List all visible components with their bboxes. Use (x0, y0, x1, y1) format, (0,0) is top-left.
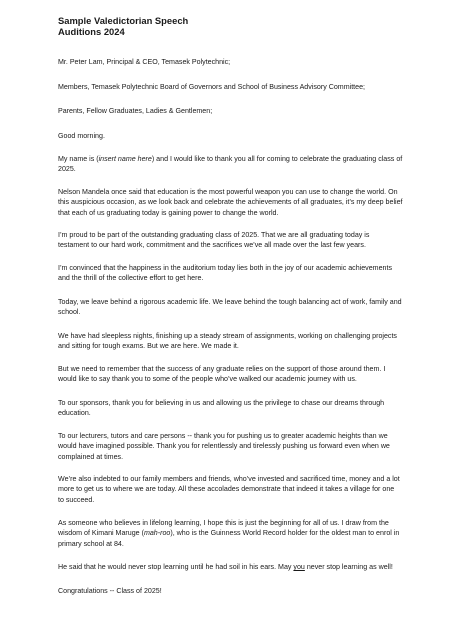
name-placeholder: insert name here (98, 155, 152, 163)
pronunciation-note: mah-roo (143, 529, 171, 538)
paragraph-lifelong-learning: As someone who believes in lifelong learning, I hope this is just the beginning for all of us. I draw from the wisdom of Kimani Maruge (mah-roo), who is the Guinness World Record holder for the oldest man to enrol in primary school at 84. (58, 519, 400, 548)
document-title (58, 15, 188, 37)
paragraph-sponsors: To our sponsors, thank you for believing in us and allowing us the privilege to chase our dreams through education. (58, 399, 385, 418)
title-line-1: Sample Valedictorian Speech (58, 15, 189, 26)
paragraph-lecturers: To our lecturers, tutors and care persons -- thank you for pushing us to greater academic heights than we would have imagined possible. Thank you for relentlessly and tirelessly pushing us forward even when we complained at times. (58, 432, 390, 461)
paragraph-sleepless-nights: We have had sleepless nights, finishing up a steady stream of assignments, working on challenging projects and sitting for tough exams. But we are here. We made it. (58, 332, 397, 351)
paragraph-never-stop: He said that he would never stop learning until he had soil in his ears. May you never stop learning as well! (58, 563, 393, 571)
salutation-board: Members, Temasek Polytechnic Board of Governors and School of Business Advisory Committee; (58, 83, 366, 91)
paragraph-mandela: Nelson Mandela once said that education is the most powerful weapon you can use to change the world. On this auspicious occasion, as we look back and celebrate the achievements of all graduates, it’s my deep belief that each of us graduating today is gaining power to change the world. (58, 188, 403, 217)
emphasis-you: you (293, 563, 305, 571)
paragraph-proud: I’m proud to be part of the outstanding graduating class of 2025. That we are all graduating today is testament to our hard work, commitment and the sacrifices we’ve all made over the last few years. (58, 231, 370, 250)
paragraph-leave-behind: Today, we leave behind a rigorous academic life. We leave behind the tough balancing act of work, family and school. (58, 298, 402, 317)
title-line-2: Auditions 2024 (58, 26, 125, 37)
closing-line: Congratulations -- Class of 2025! (58, 587, 162, 595)
paragraph-intro: My name is (insert name here) and I would like to thank you all for coming to celebrate the graduating class of 2025. (58, 155, 403, 174)
greeting: Good morning. (58, 132, 105, 140)
paragraph-convinced: I’m convinced that the happiness in the auditorium today lies both in the joy of our academic achievements and the thrill of the collective effort to get here. (58, 264, 392, 283)
paragraph-family: We’re also indebted to our family members and friends, who’ve invested and sacrificed time, money and a lot more to get us to where we are today. All these accolades demonstrate that indeed it takes a village for one to succeed. (58, 475, 400, 504)
paragraph-remember: But we need to remember that the success of any graduate relies on the support of those around them. I would like to say thank you to some of the people who’ve walked our academic journey with us. (58, 365, 386, 384)
salutation-principal: Mr. Peter Lam, Principal & CEO, Temasek Polytechnic; (58, 58, 231, 66)
salutation-parents: Parents, Fellow Graduates, Ladies & Gentlemen; (58, 107, 213, 115)
